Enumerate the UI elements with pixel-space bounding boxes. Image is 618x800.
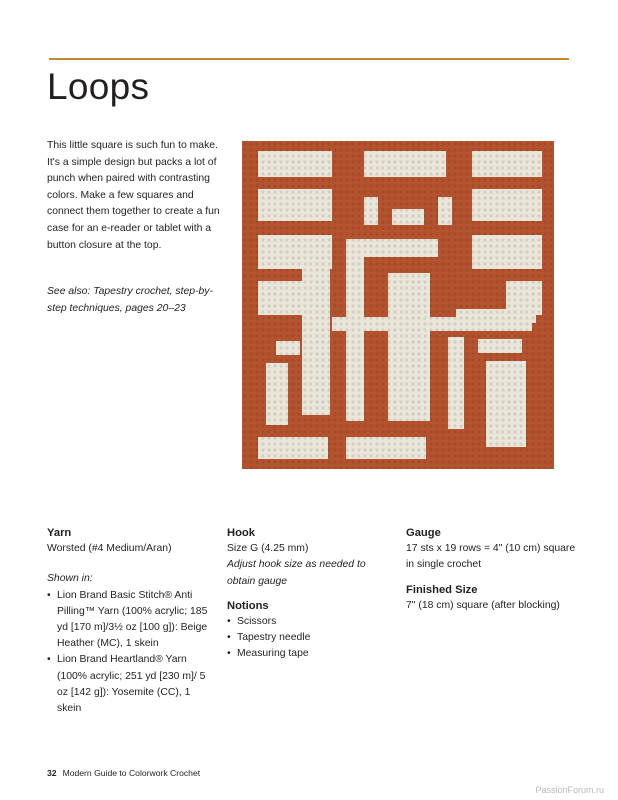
gauge-heading: Gauge [406,527,441,539]
notion-item: • Measuring tape [227,646,387,662]
watermark: PassionForum.ru [535,785,604,795]
page-footer [47,768,200,778]
book-title: Modern Guide to Colorwork Crochet [62,768,201,778]
yarn-item: • Lion Brand Basic Stitch® Anti Pilling™ Yarn (100% acrylic; 185 yd [170 m]/3½ oz [100 g]): Beige Heather (MC), 1 skein [47,588,215,653]
yarn-item: • Lion Brand Heartland® Yarn (100% acrylic; 251 yd [230 m]/ 5 oz [142 g]): Yosemite (CC), 1 skein [47,652,215,717]
notions-heading: Notions [227,599,269,612]
shown-in-label: Shown in: [47,573,93,585]
yarn-list [47,588,215,718]
gauge-size-section [406,525,581,614]
gauge-text: 17 sts x 19 rows = 4" (10 cm) square in single crochet [406,543,576,571]
see-also-note: See also: Tapestry crochet, step-by-step techniques, pages 20–23 [47,286,213,314]
notion-item: • Scissors [227,614,387,630]
header-rule [49,58,569,60]
hook-heading: Hook [227,527,255,539]
page-number: 32 [47,768,57,778]
hook-note: Adjust hook size as needed to obtain gauge [227,559,366,587]
finished-size-heading: Finished Size [406,583,478,596]
hook-notions-section [227,525,387,663]
crochet-swatch-photo [242,141,554,469]
yarn-heading: Yarn [47,527,72,539]
notion-item: • Tapestry needle [227,630,387,646]
loops-swatch-image [242,141,554,469]
yarn-weight: Worsted (#4 Medium/Aran) [47,543,172,555]
notions-list [227,614,387,663]
yarn-section [47,525,215,717]
intro-paragraph: This little square is such fun to make. It's a simple design but packs a lot of punch when paired with contrasting colors. Make a few squares and connect them together to create a fun case for an e-reader or tablet with a button closure at the top. [47,140,220,251]
finished-size-text: 7" (18 cm) square (after blocking) [406,599,560,611]
page-title: Loops [47,66,150,107]
hook-size: Size G (4.25 mm) [227,543,309,555]
